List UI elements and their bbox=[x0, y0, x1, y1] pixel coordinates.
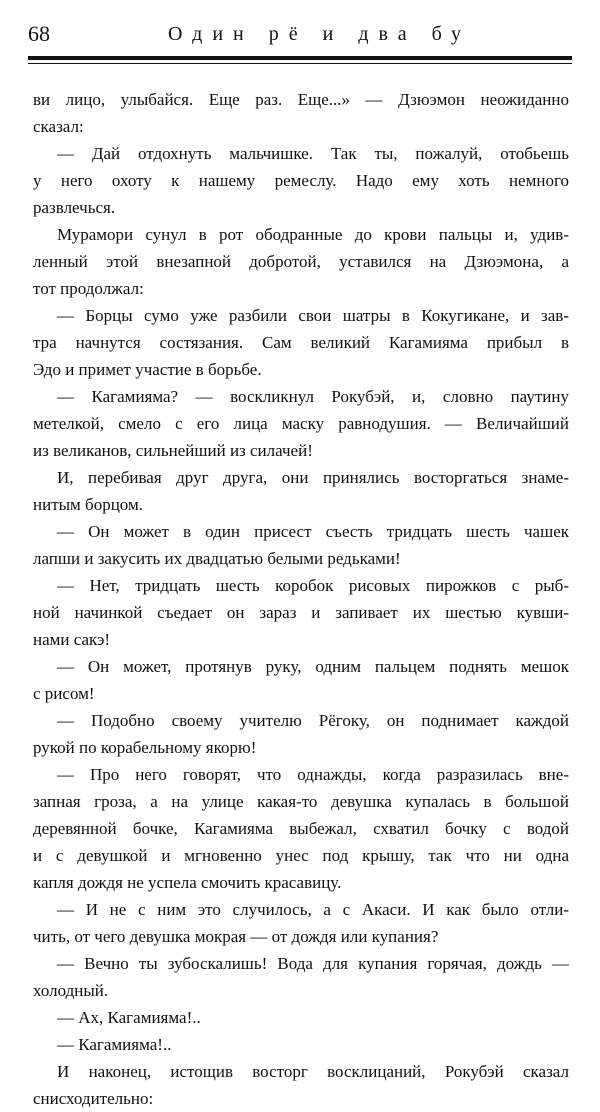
text-line: — Он может в один присест съесть тридцать шесть чашек bbox=[57, 522, 569, 541]
text-line: и с девушкой и мгновенно унес под крышу, так что ни одна bbox=[33, 846, 569, 865]
text-line: — Подобно своему учителю Рёгоку, он поднимает каждой bbox=[57, 711, 569, 730]
text-line: капля дождя не успела смочить красавицу. bbox=[33, 873, 342, 892]
page-number: 68 bbox=[28, 21, 50, 46]
text-line: из великанов, сильнейший из силачей! bbox=[33, 441, 313, 460]
text-line: — Кагамияма!.. bbox=[57, 1035, 172, 1054]
text-line: ви лицо, улыбайся. Еще раз. Еще...» — Дзюэмон неожиданно bbox=[33, 90, 569, 109]
text-line: запная гроза, а на улице какая-то девушка купалась в большой bbox=[33, 792, 569, 811]
text-line: Эдо и примет участие в борьбе. bbox=[33, 360, 262, 379]
text-line: — И не с ним это случилось, а с Акаси. И как было отли- bbox=[57, 900, 569, 919]
text-line: нами сакэ! bbox=[33, 630, 111, 649]
header-rule-thick bbox=[28, 56, 572, 60]
text-line: с рисом! bbox=[33, 684, 95, 703]
text-line: — Ах, Кагамияма!.. bbox=[57, 1008, 201, 1027]
text-line: снисходительно: bbox=[33, 1089, 154, 1108]
text-line: — Он может, протянув руку, одним пальцем поднять мешок bbox=[57, 657, 569, 676]
text-line: лапши и закусить их двадцатью белыми редьками! bbox=[33, 549, 401, 568]
text-line: тот продолжал: bbox=[33, 279, 144, 298]
text-line: у него охоту к нашему ремеслу. Надо ему хоть немного bbox=[33, 171, 569, 190]
body-text bbox=[33, 86, 569, 1112]
text-line: холодный. bbox=[33, 981, 109, 1000]
text-line: ной начинкой съедает он зараз и запивает их шестью кувши- bbox=[33, 603, 569, 622]
text-line: — Нет, тридцать шесть коробок рисовых пирожков с рыб- bbox=[57, 576, 569, 595]
page-header bbox=[28, 18, 572, 52]
text-line: метелкой, смело с его лица маску равнодушия. — Величайший bbox=[33, 414, 569, 433]
text-line: — Борцы сумо уже разбили свои шатры в Кокугикане, и зав- bbox=[57, 306, 569, 325]
running-title: Один рё и два бу bbox=[168, 23, 471, 45]
text-line: И наконец, истощив восторг восклицаний, Рокубэй сказал bbox=[57, 1062, 569, 1081]
text-line: Мурамори сунул в рот ободранные до крови пальцы и, удив- bbox=[57, 225, 569, 244]
text-line: ленный этой внезапной добротой, уставился на Дзюэмона, а bbox=[33, 252, 569, 271]
text-line: тра начнутся состязания. Сам великий Кагамияма прибыл в bbox=[33, 333, 569, 352]
text-line: сказал: bbox=[33, 117, 84, 136]
text-line: И, перебивая друг друга, они принялись восторгаться знаме- bbox=[57, 468, 569, 487]
text-line: рукой по корабельному якорю! bbox=[33, 738, 257, 757]
text-line: — Вечно ты зубоскалишь! Вода для купания горячая, дождь — bbox=[57, 954, 569, 973]
text-line: — Кагамияма? — воскликнул Рокубэй, и, словно паутину bbox=[57, 387, 569, 406]
text-line: — Про него говорят, что однажды, когда разразилась вне- bbox=[57, 765, 569, 784]
text-line: развлечься. bbox=[33, 198, 116, 217]
header-rule-thin bbox=[28, 63, 572, 64]
text-line: — Дай отдохнуть мальчишке. Так ты, пожалуй, отобьешь bbox=[57, 144, 569, 163]
text-line: чить, от чего девушка мокрая — от дождя или купания? bbox=[33, 927, 439, 946]
text-line: деревянной бочке, Кагамияма выбежал, схватил бочку с водой bbox=[33, 819, 569, 838]
text-line: нитым борцом. bbox=[33, 495, 143, 514]
